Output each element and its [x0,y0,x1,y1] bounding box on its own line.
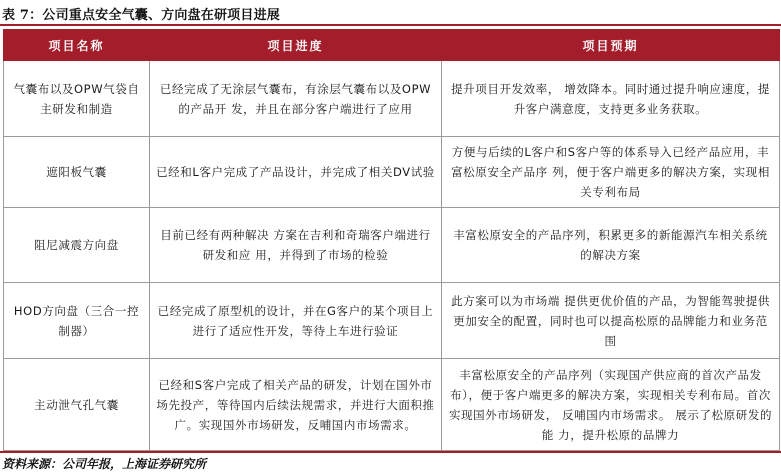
project-progress-cell: 目前已经有两种解决 方案在吉利和奇瑞客户端进行研发和应 用，并得到了市场的检验 [150,208,442,283]
table-row [4,283,780,359]
header-project-name: 项目名称 [4,30,150,61]
project-progress-cell: 已经和S客户完成了相关产品的研发，计划在国外市场先投产，等待国内后续法规需求，并进行大面积推广。实现国外市场研发，反哺国内市场需求。 [150,359,442,451]
project-expectation-cell: 此方案可以为市场端 提供更优价值的产品，为智能驾驶提供更加安全的配置，同时也可以提高松原的品牌能力和业务范围 [442,283,780,359]
header-row [4,30,780,61]
project-progress-cell: 已经和L客户完成了产品设计，并完成了相关DV试验 [150,137,442,208]
project-expectation-cell: 丰富松原安全的产品序列（实现国产供应商的首次产品发布），便于客户端更多的解决方案，实现相关专利布局。首次实现国外市场研发， 反哺国内市场需求。 展示了松原研发的能 力，提升松原的品牌力 [442,359,780,451]
project-progress-cell: 已经完成了原型机的设计，并在G客户的某个项目上进行了适应性开发，等待上车进行验证 [150,283,442,359]
project-table [3,29,780,451]
table-row [4,359,780,451]
project-name-cell: 阻尼减震方向盘 [4,208,150,283]
project-name-cell: 气囊布以及OPW气袋自主研发和制造 [4,61,150,137]
header-project-expectation: 项目预期 [442,30,780,61]
project-name-cell: 主动泄气孔气囊 [4,359,150,451]
project-name-cell: 遮阳板气囊 [4,137,150,208]
header-project-progress: 项目进度 [150,30,442,61]
source-note: 资料来源：公司年报，上海证券研究所 [2,457,207,471]
project-expectation-cell: 方便与后续的L客户和S客户等的体系导入已经产品应用，丰 富松原安全产品序 列，便于客户端更多的解决方案，实现相关专利布局 [442,137,780,208]
project-expectation-cell: 提升项目开发效率， 增效降本。同时通过提升响应速度，提升客户满意度，支持更多业务获取。 [442,61,780,137]
project-name-cell: HOD方向盘（三合一控制器） [4,283,150,359]
title-divider [0,24,781,26]
project-expectation-cell: 丰富松原安全的产品序列，积累更多的新能源汽车相关系统的解决方案 [442,208,780,283]
table-row [4,137,780,208]
source-divider [0,451,781,453]
table-title: 表 7：公司重点安全气囊、方向盘在研项目进展 [2,8,280,23]
table-row [4,208,780,283]
top-bar [0,0,781,3]
table-row [4,61,780,137]
project-progress-cell: 已经完成了无涂层气囊布，有涂层气囊布以及OPW的产品开 发，并且在部分客户端进行了应用 [150,61,442,137]
